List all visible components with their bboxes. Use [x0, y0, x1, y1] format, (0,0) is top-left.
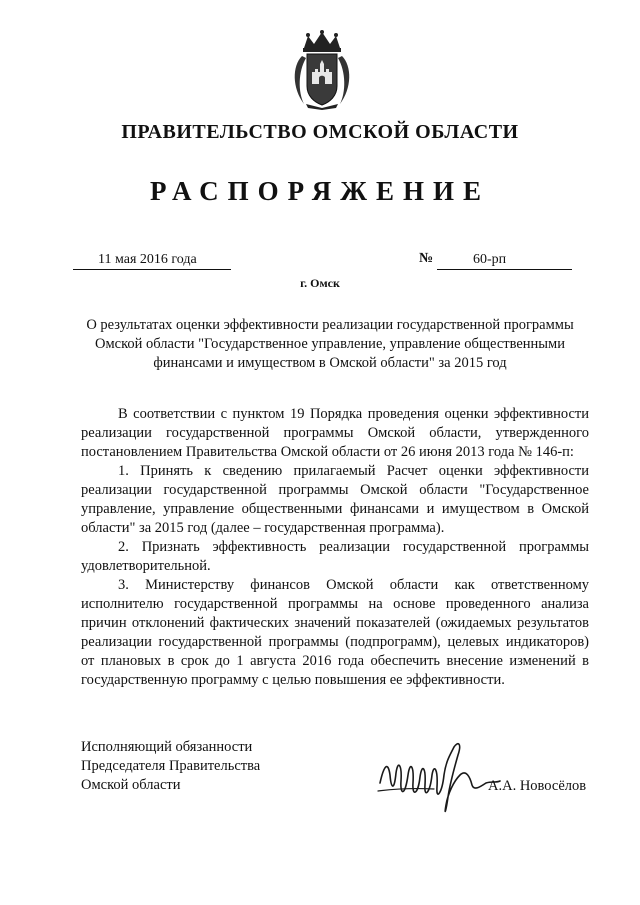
- document-type-heading: РАСПОРЯЖЕНИЕ: [149, 176, 491, 206]
- document-subject: О результатах оценки эффективности реализации государственной программы Омской области "Государственное управление, управление общественными финансами и имуществом в Омской области" за 2015 год: [86, 317, 574, 371]
- document-city: г. Омск: [300, 276, 340, 290]
- signer-name: А.А. Новосёлов: [488, 778, 587, 794]
- handwritten-signature: [374, 735, 502, 820]
- document-number-field: [437, 249, 572, 270]
- coat-of-arms-emblem: [290, 30, 354, 110]
- signatory-line-1: Исполняющий обязанности: [81, 739, 253, 755]
- body-item-2: 2. Признать эффективность реализации государственной программы удовлетворительной.: [81, 539, 589, 574]
- organization-title: ПРАВИТЕЛЬСТВО ОМСКОЙ ОБЛАСТИ: [121, 121, 519, 143]
- signatory-position: [81, 738, 260, 795]
- document-date-field: [73, 249, 231, 270]
- body-preamble: В соответствии с пунктом 19 Порядка проведения оценки эффективности реализации государственной программы Омской области, утвержденного постановлением Правительства Омской области от 26 июня 2013 года № 146-п:: [81, 406, 589, 460]
- signatory-line-3: Омской области: [81, 777, 181, 793]
- document-body: [81, 405, 589, 690]
- document-number: 60-рп: [473, 252, 507, 267]
- number-sign: №: [419, 251, 434, 266]
- body-item-3: 3. Министерству финансов Омской области как ответственному исполнителю государственной программы на основе проведенного анализа причин отклонений фактических значений показателей (ожидаемых результатов реализации государственной программы (подпрограмм), целевых индикаторов) от плановых в срок до 1 августа 2016 года обеспечить внесение изменений в государственную программу с целью повышения ее эффективности.: [81, 577, 589, 688]
- body-item-1: 1. Принять к сведению прилагаемый Расчет оценки эффективности реализации государственной программы Омской области "Государственное управление, управление общественными финансами и имуществом в Омской области" за 2015 год (далее – государственная программа).: [81, 463, 589, 536]
- signatory-line-2: Председателя Правительства: [81, 758, 261, 774]
- document-date: 11 мая 2016 года: [98, 252, 197, 267]
